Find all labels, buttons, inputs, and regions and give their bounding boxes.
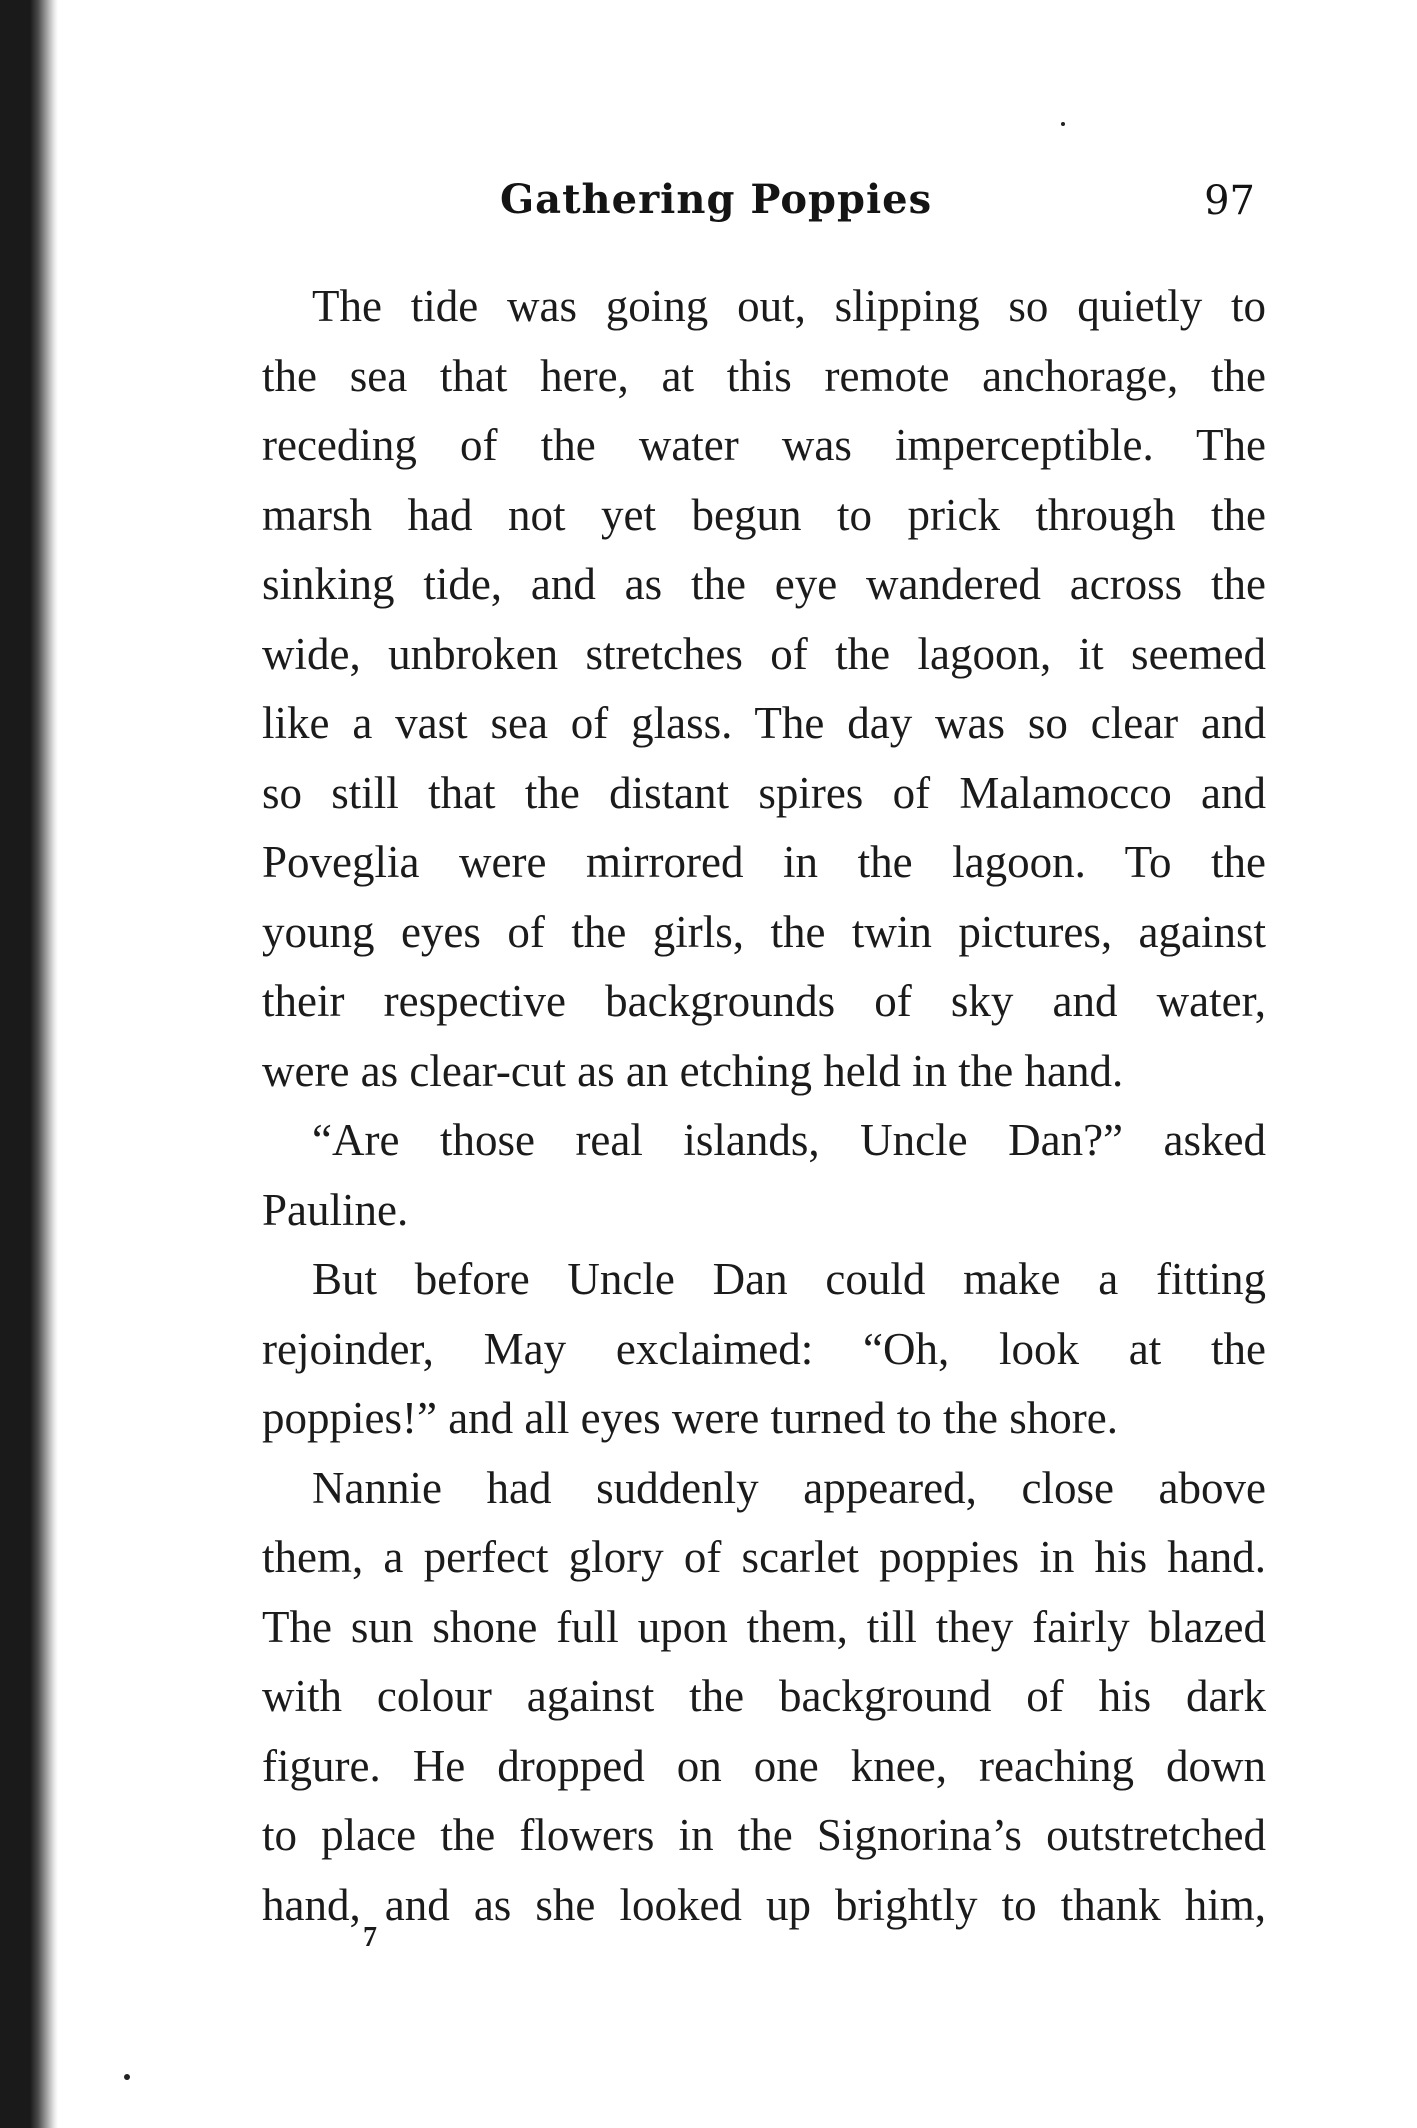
- text-line: Nannie had suddenly appeared, close above: [312, 1462, 1266, 1513]
- text-line: hand, and as she looked up brightly to thank him,: [262, 1879, 1266, 1930]
- text-line: figure. He dropped on one knee, reaching down: [262, 1740, 1266, 1791]
- text-line: poppies!” and all eyes were turned to the shore.: [262, 1393, 1118, 1443]
- text-line: wide, unbroken stretches of the lagoon, it seemed: [262, 628, 1266, 679]
- text-line: Poveglia were mirrored in the lagoon. To the: [262, 837, 1266, 887]
- book-binding-edge: [0, 0, 58, 2128]
- text-line: marsh had not yet begun to prick through the: [262, 489, 1266, 540]
- text-line: The sun shone full upon them, till they fairly blazed: [262, 1601, 1266, 1652]
- text-line: with colour against the background of his dark: [262, 1671, 1266, 1721]
- text-line: The tide was going out, slipping so quietly to: [312, 281, 1266, 331]
- text-line: “Are those real islands, Uncle Dan?” asked: [312, 1115, 1266, 1165]
- running-title: Gathering Poppies: [500, 176, 933, 223]
- text-line: Pauline.: [262, 1184, 409, 1235]
- page-number: 97: [1204, 178, 1255, 224]
- text-line: to place the flowers in the Signorina’s outstretched: [262, 1810, 1266, 1860]
- body-text: [262, 272, 1266, 1940]
- running-header: [500, 176, 1280, 236]
- text-line: rejoinder, May exclaimed: “Oh, look at the: [262, 1323, 1266, 1374]
- text-line: the sea that here, at this remote anchorage, the: [262, 350, 1266, 401]
- text-line: so still that the distant spires of Malamocco and: [262, 767, 1266, 818]
- ink-speck: [124, 2074, 130, 2080]
- text-line: young eyes of the girls, the twin pictures, against: [262, 906, 1266, 957]
- text-line: sinking tide, and as the eye wandered across the: [262, 559, 1266, 609]
- ink-speck: [1061, 122, 1065, 126]
- text-line: their respective backgrounds of sky and water,: [262, 976, 1266, 1026]
- text-line: were as clear-cut as an etching held in the hand.: [262, 1045, 1124, 1096]
- text-line: them, a perfect glory of scarlet poppies in his hand.: [262, 1532, 1266, 1582]
- text-line: But before Uncle Dan could make a fitting: [312, 1254, 1266, 1304]
- signature-mark: 7: [363, 1922, 377, 1953]
- text-line: like a vast sea of glass. The day was so clear and: [262, 698, 1266, 748]
- text-line: receding of the water was imperceptible. The: [262, 420, 1266, 470]
